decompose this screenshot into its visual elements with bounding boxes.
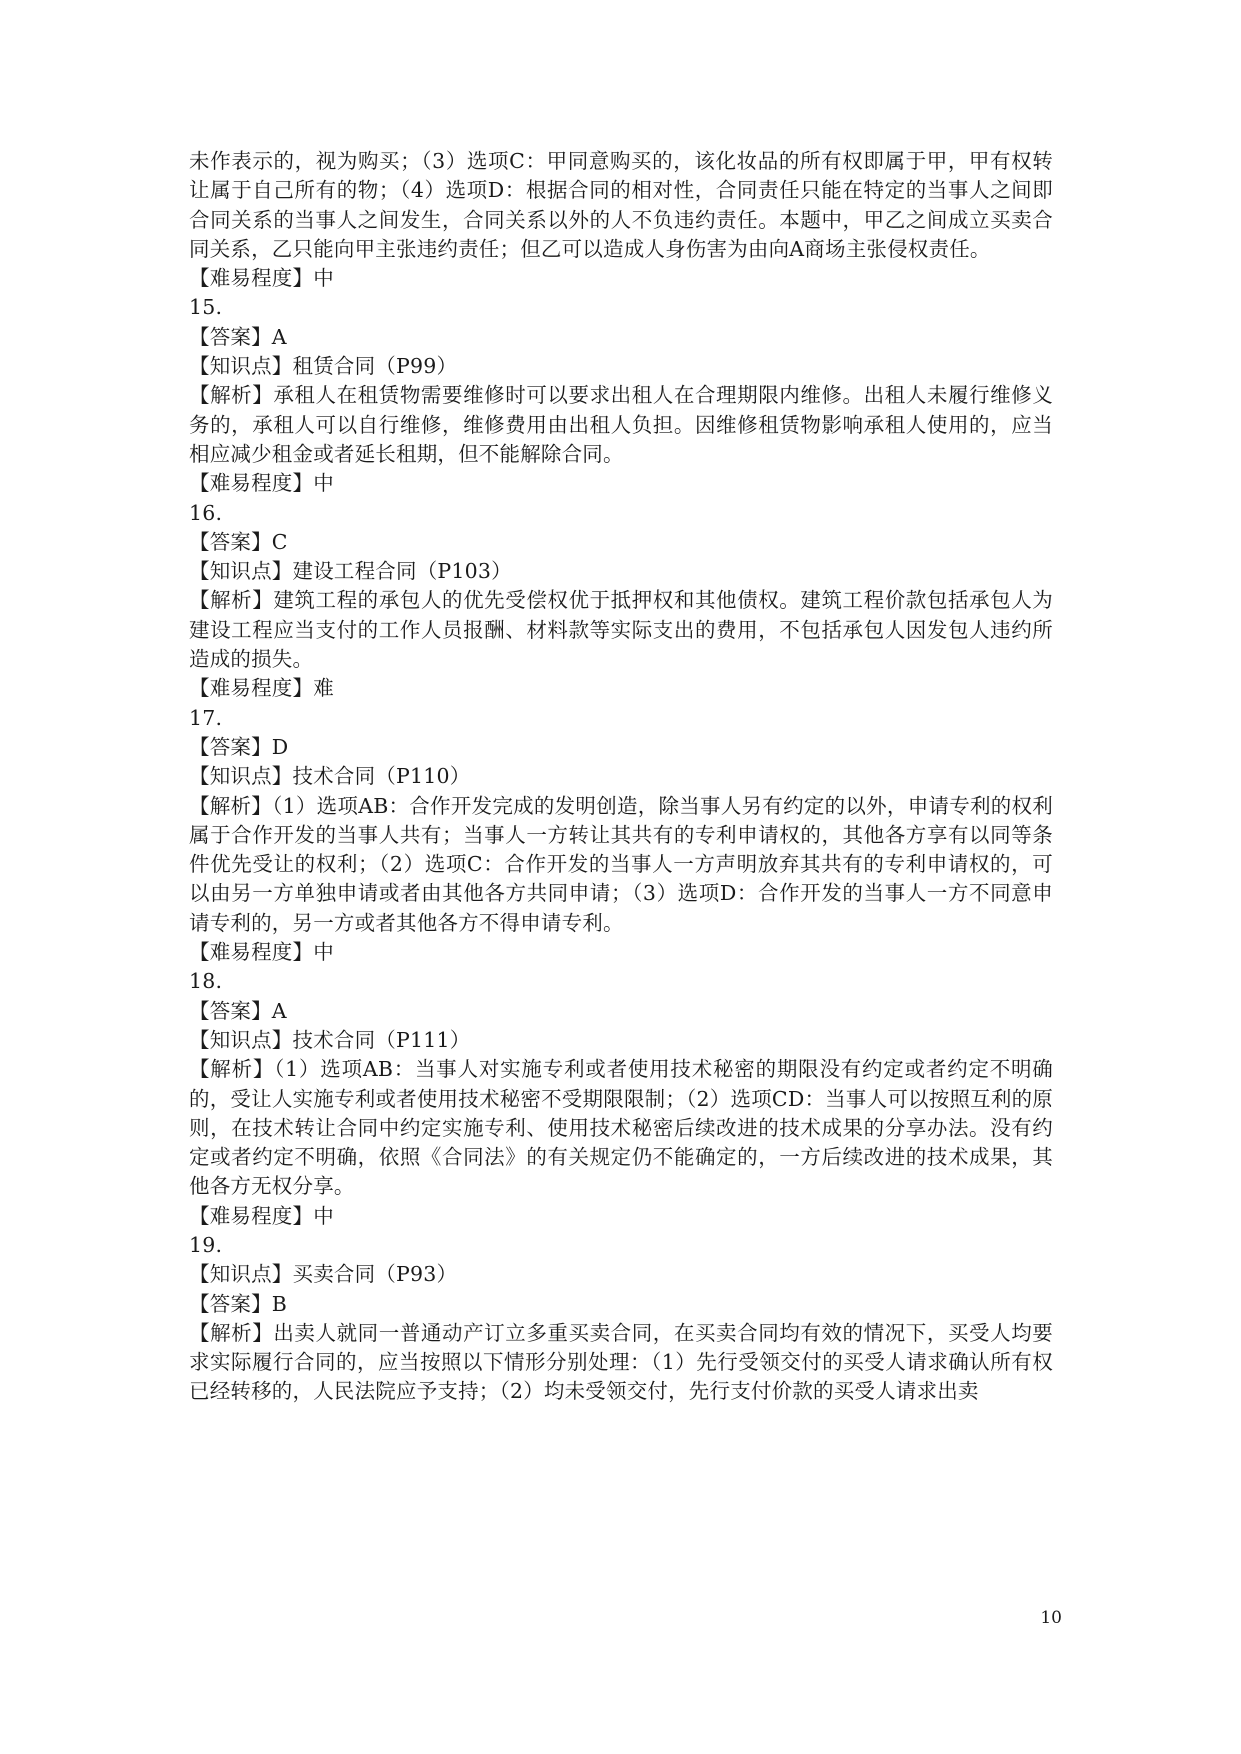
item-17-difficulty: 【难易程度】中 xyxy=(189,940,334,965)
item-15-analysis: 【解析】承租人在租赁物需要维修时可以要求出租人在合理期限内维修。出租人未履行维修义务的，承租人可以自行维修，维修费用由出租人负担。因维修租赁物影响承租人使用的，应当相应减少租金或者延长租期，但不能解除合同。 xyxy=(189,383,1053,466)
item-15-difficulty: 【难易程度】中 xyxy=(189,471,334,496)
item-number-16: 16. xyxy=(189,500,223,525)
continuation-paragraph: 未作表示的，视为购买；（3）选项C：甲同意购买的，该化妆品的所有权即属于甲，甲有权转让属于自己所有的物；（4）选项D：根据合同的相对性，合同责任只能在特定的当事人之间即合同关系的当事人之间发生，合同关系以外的人不负违约责任。本题中，甲乙之间成立买卖合同关系，乙只能向甲主张违约责任；但乙可以造成人身伤害为由向A商场主张侵权责任。 xyxy=(189,149,1053,261)
item-number-15: 15. xyxy=(189,295,223,320)
item-number-18: 18. xyxy=(189,969,223,994)
item-17-answer: 【答案】D xyxy=(189,734,289,759)
page-number: 10 xyxy=(1040,1608,1062,1628)
item-18-knowledge-point: 【知识点】技术合同（P111） xyxy=(189,1027,471,1052)
document-body xyxy=(189,147,1053,1407)
item-19-analysis: 【解析】出卖人就同一普通动产订立多重买卖合同，在买卖合同均有效的情况下，买受人均要求实际履行合同的，应当按照以下情形分别处理：（1）先行受领交付的买受人请求确认所有权已经转移的，人民法院应予支持；（2）均未受领交付，先行支付价款的买受人请求出卖 xyxy=(189,1320,1053,1404)
item-16-answer: 【答案】C xyxy=(189,529,288,554)
item-number-17: 17. xyxy=(189,705,223,730)
item-18-difficulty: 【难易程度】中 xyxy=(189,1203,334,1228)
item-19-knowledge-point: 【知识点】买卖合同（P93） xyxy=(189,1262,458,1287)
item-17-analysis: 【解析】（1）选项AB：合作开发完成的发明创造，除当事人另有约定的以外，申请专利的权利属于合作开发的当事人共有；当事人一方转让其共有的专利申请权的，其他各方享有以同等条件优先受让的权利；（2）选项C：合作开发的当事人一方声明放弃其共有的专利申请权的，可以由另一方单独申请或者由其他各方共同申请；（3）选项D：合作开发的当事人一方不同意申请专利的，另一方或者其他各方不得申请专利。 xyxy=(189,793,1053,935)
item-18-analysis: 【解析】（1）选项AB：当事人对实施专利或者使用技术秘密的期限没有约定或者约定不明确的，受让人实施专利或者使用技术秘密不受期限限制；（2）选项CD：当事人可以按照互利的原则，在技术转让合同中约定实施专利、使用技术秘密后续改进的技术成果的分享办法。没有约定或者约定不明确，依照《合同法》的有关规定仍不能确定的，一方后续改进的技术成果，其他各方无权分享。 xyxy=(189,1057,1053,1199)
item-number-19: 19. xyxy=(189,1232,223,1257)
item-17-knowledge-point: 【知识点】技术合同（P110） xyxy=(189,764,471,789)
item-16-analysis: 【解析】建筑工程的承包人的优先受偿权优于抵押权和其他债权。建筑工程价款包括承包人为建设工程应当支付的工作人员报酬、材料款等实际支出的费用，不包括承包人因发包人违约所造成的损失。 xyxy=(189,588,1053,672)
item-16-difficulty: 【难易程度】难 xyxy=(189,676,334,701)
continuation-difficulty: 【难易程度】中 xyxy=(189,266,334,291)
item-16-knowledge-point: 【知识点】建设工程合同（P103） xyxy=(189,559,512,584)
item-15-knowledge-point: 【知识点】租赁合同（P99） xyxy=(189,354,458,379)
item-15-answer: 【答案】A xyxy=(189,324,287,349)
item-19-answer: 【答案】B xyxy=(189,1291,288,1316)
item-18-answer: 【答案】A xyxy=(189,998,287,1023)
